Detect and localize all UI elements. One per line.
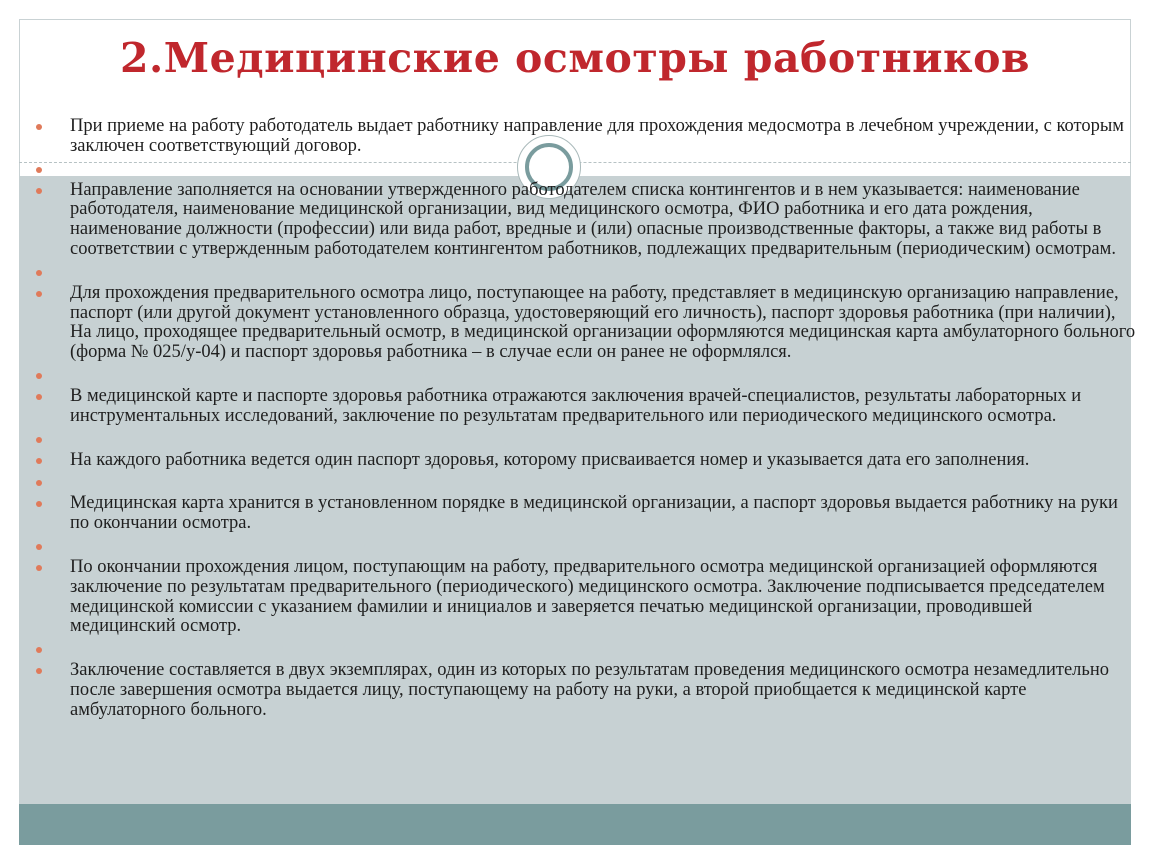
slide-title: 2.Медицинские осмотры работников: [120, 34, 1030, 82]
bullet-text: На каждого работника ведется один паспорт здоровья, которому присваивается номер и указывается дата его заполнения.: [70, 449, 1030, 470]
bullet-item: [36, 284, 1136, 363]
bullet-item: [36, 117, 1136, 157]
bullet-dot-icon: [36, 544, 42, 550]
bullet-dot-icon: [36, 291, 42, 297]
bullet-item: [36, 451, 1136, 471]
bullet-text: Заключение составляется в двух экземплярах, один из которых по результатам проведения медицинского осмотра незамедлительно после завершения осмотра выдается лицу, поступающему на работу на руки, а второй приобщается к медицинской карте амбулаторного больного.: [70, 660, 1109, 720]
bullet-dot-icon: [36, 373, 42, 379]
bullet-dot-icon: [36, 167, 42, 173]
bullet-text: В медицинской карте и паспорте здоровья работника отражаются заключения врачей-специалистов, результаты лабораторных и инструментальных исследований, заключение по результатам предварительного или периодического медицинского осмотра.: [70, 385, 1082, 426]
bullet-text: При приеме на работу работодатель выдает работнику направление для прохождения медосмотра в лечебном учреждении, с которым заключен соответствующий договор.: [70, 116, 1124, 156]
bullet-dot-icon: [36, 437, 42, 443]
bullet-dot-icon: [36, 501, 42, 507]
bullet-dot-icon: [36, 458, 42, 464]
bullet-item-empty: [36, 473, 1136, 491]
bullet-item-empty: [36, 160, 1136, 178]
bullet-dot-icon: [36, 270, 42, 276]
bullet-dot-icon: [36, 188, 42, 194]
bullet-text: По окончании прохождения лицом, поступающим на работу, предварительного осмотра медицинской организацией оформляются заключение по результатам предварительного (периодического) медицинского осмотра. Заключение подписывается председателем медицинской комиссии с указанием фамилии и инициалов и заверяется печатью медицинской организации, проводившей медицинский осмотр.: [70, 556, 1105, 637]
bullet-text: Медицинская карта хранится в установленном порядке в медицинской организации, а паспорт здоровья выдается работнику на руки по окончании осмотра.: [70, 493, 1118, 534]
bullet-dot-icon: [36, 480, 42, 486]
bullet-dot-icon: [36, 647, 42, 653]
bullet-item-empty: [36, 430, 1136, 448]
bullet-dot-icon: [36, 124, 42, 130]
bullet-item-empty: [36, 640, 1136, 658]
bullet-item: [36, 387, 1136, 427]
footer-band: [19, 804, 1131, 845]
bullet-list: [36, 117, 1136, 724]
bullet-item-empty: [36, 263, 1136, 281]
bullet-dot-icon: [36, 394, 42, 400]
bullet-item: [36, 181, 1136, 260]
bullet-dot-icon: [36, 565, 42, 571]
bullet-text: Для прохождения предварительного осмотра лицо, поступающее на работу, представляет в медицинскую организацию направление, паспорт (или другой документ установленного образца, удостоверяющий его личность), паспорт здоровья работника (при наличии), На лицо, проходящее предварительный осмотр, в медицинской организации оформляются медицинская карта амбулаторного больного (форма № 025/у-04) и паспорт здоровья работника – в случае если он ранее не оформлялся.: [70, 282, 1136, 363]
bullet-dot-icon: [36, 668, 42, 674]
bullet-item: [36, 494, 1136, 534]
bullet-item-empty: [36, 366, 1136, 384]
bullet-text: Направление заполняется на основании утвержденного работодателем списка контингентов и в нем указывается: наименование работодателя, наименование медицинской организации, вид медицинского осмотра, ФИО работника и его дата рождения, наименование должности (профессии) или вида работ, вредные и (или) опасные производственные факторы, а также вид работы в соответствии с утвержденным работодателем контингентом работников, подлежащих предварительным (периодическим) осмотрам.: [70, 179, 1116, 259]
bullet-item-empty: [36, 537, 1136, 555]
bullet-item: [36, 661, 1136, 720]
bullet-item: [36, 558, 1136, 637]
